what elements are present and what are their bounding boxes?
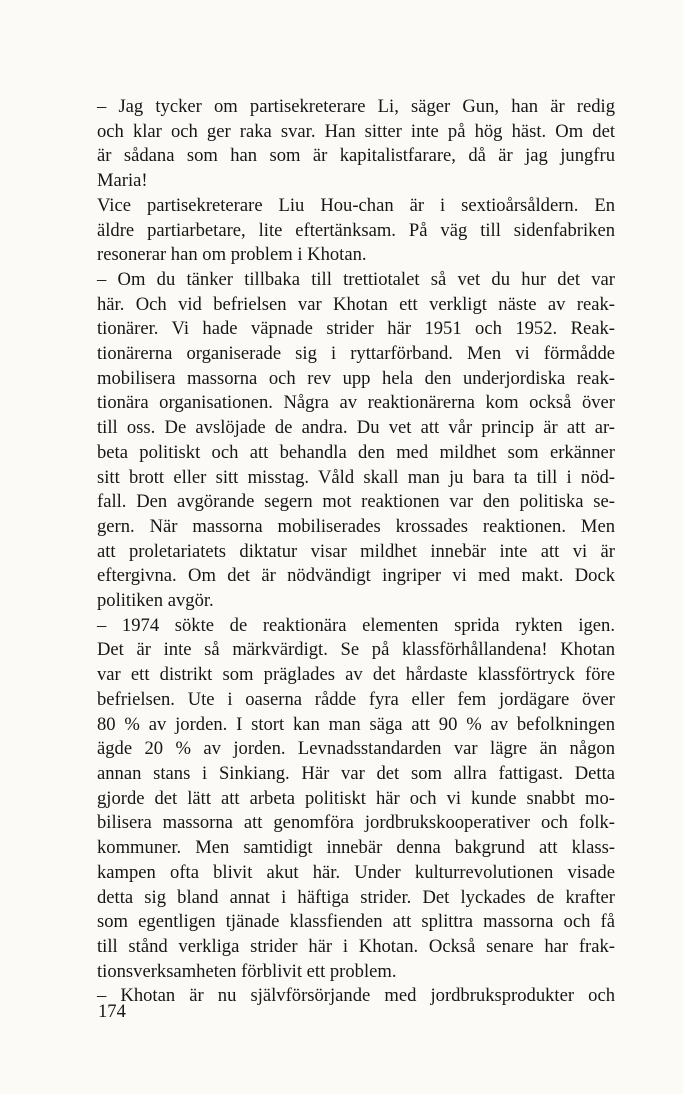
text-line: gern. När massorna mobiliserades krossades reaktionen. Men xyxy=(97,515,615,537)
text-line: – Om du tänker tillbaka till trettiotalet så vet du hur det var xyxy=(97,268,615,290)
paragraph-khotan-selfsufficient xyxy=(97,984,615,1009)
text-line: tionärer. Vi hade väpnade strider här 1951 och 1952. Reak- xyxy=(97,318,615,340)
text-line: – 1974 sökte de reaktionära elementen sprida rykten igen. xyxy=(97,614,615,636)
text-line: Maria! xyxy=(97,170,148,192)
text-line: tionära organisationen. Några av reaktionärerna kom också över xyxy=(97,392,615,414)
text-line: politiken avgör. xyxy=(97,590,214,612)
text-line: mobilisera massorna och rev upp hela den underjordiska reak- xyxy=(97,367,615,389)
text-line: – Jag tycker om partisekreterare Li, säger Gun, han är redig xyxy=(97,96,615,117)
text-line: annan stans i Sinkiang. Här var det som allra fattigast. Detta xyxy=(97,762,615,784)
text-line: – Khotan är nu självförsörjande med jordbruksprodukter och xyxy=(97,985,615,1007)
text-line: kampen ofta blivit akut här. Under kulturrevolutionen visade xyxy=(97,861,615,883)
text-line: var ett distrikt som präglades av det hårdaste klassförtryck före xyxy=(97,664,615,686)
text-line: äldre partiarbetare, lite eftertänksam. På väg till sidenfabriken xyxy=(97,219,615,241)
text-line: sitt brott eller sitt misstag. Våld skall man ju bara ta till i nöd- xyxy=(97,466,615,488)
body-text xyxy=(97,95,615,1009)
paragraph-gun-quote xyxy=(97,95,615,194)
text-line: beta politiskt och att behandla den med mildhet som erkänner xyxy=(97,441,615,463)
text-line: bilisera massorna att genomföra jordbrukskooperativer och folk- xyxy=(97,812,615,834)
text-line: befrielsen. Ute i oaserna rådde fyra eller fem jordägare över xyxy=(97,688,615,710)
text-line: gjorde det lätt att arbeta politiskt här och vi kunde snabbt mo- xyxy=(97,787,615,809)
text-line: Det är inte så märkvärdigt. Se på klassförhållandena! Khotan xyxy=(97,639,615,661)
text-line: ägde 20 % av jorden. Levnadsstandarden var lägre än någon xyxy=(97,738,615,760)
text-line: kommuner. Men samtidigt innebär denna bakgrund att klass- xyxy=(97,837,615,859)
text-line: tionsverksamheten förblivit ett problem. xyxy=(97,960,397,982)
text-line: till stånd verkliga strider här i Khotan. Också senare har frak- xyxy=(97,935,615,957)
text-line: resonerar han om problem i Khotan. xyxy=(97,244,367,266)
paragraph-1974 xyxy=(97,614,615,985)
text-line: och klar och ger raka svar. Han sitter inte på hög häst. Om det xyxy=(97,120,615,142)
text-line: 80 % av jorden. I stort kan man säga att 90 % av befolkningen xyxy=(97,713,615,735)
text-line: fall. Den avgörande segern mot reaktionen var den politiska se- xyxy=(97,491,615,513)
text-line: som egentligen tjänade klassfienden att splittra massorna och få xyxy=(97,911,615,933)
text-line: här. Och vid befrielsen var Khotan ett verkligt näste av reak- xyxy=(97,293,615,315)
text-line: att proletariatets diktatur visar mildhet innebär inte att vi är xyxy=(97,540,615,562)
text-line: eftergivna. Om det är nödvändigt ingriper vi med makt. Dock xyxy=(97,565,615,587)
paragraph-liu-intro xyxy=(97,194,615,268)
paragraph-thirties xyxy=(97,268,615,614)
text-line: Vice partisekreterare Liu Hou-chan är i sextioårsåldern. En xyxy=(97,194,615,216)
text-line: till oss. De avslöjade de andra. Du vet att vår princip är att ar- xyxy=(97,417,615,439)
text-line: tionärerna organiserade sig i ryttarförband. Men vi förmådde xyxy=(97,343,615,365)
page-number: 174 xyxy=(98,1001,126,1022)
text-line: är sådana som han som är kapitalistfarare, då är jag jungfru xyxy=(97,145,615,167)
text-line: detta sig bland annat i häftiga strider. Det lyckades de krafter xyxy=(97,886,615,908)
